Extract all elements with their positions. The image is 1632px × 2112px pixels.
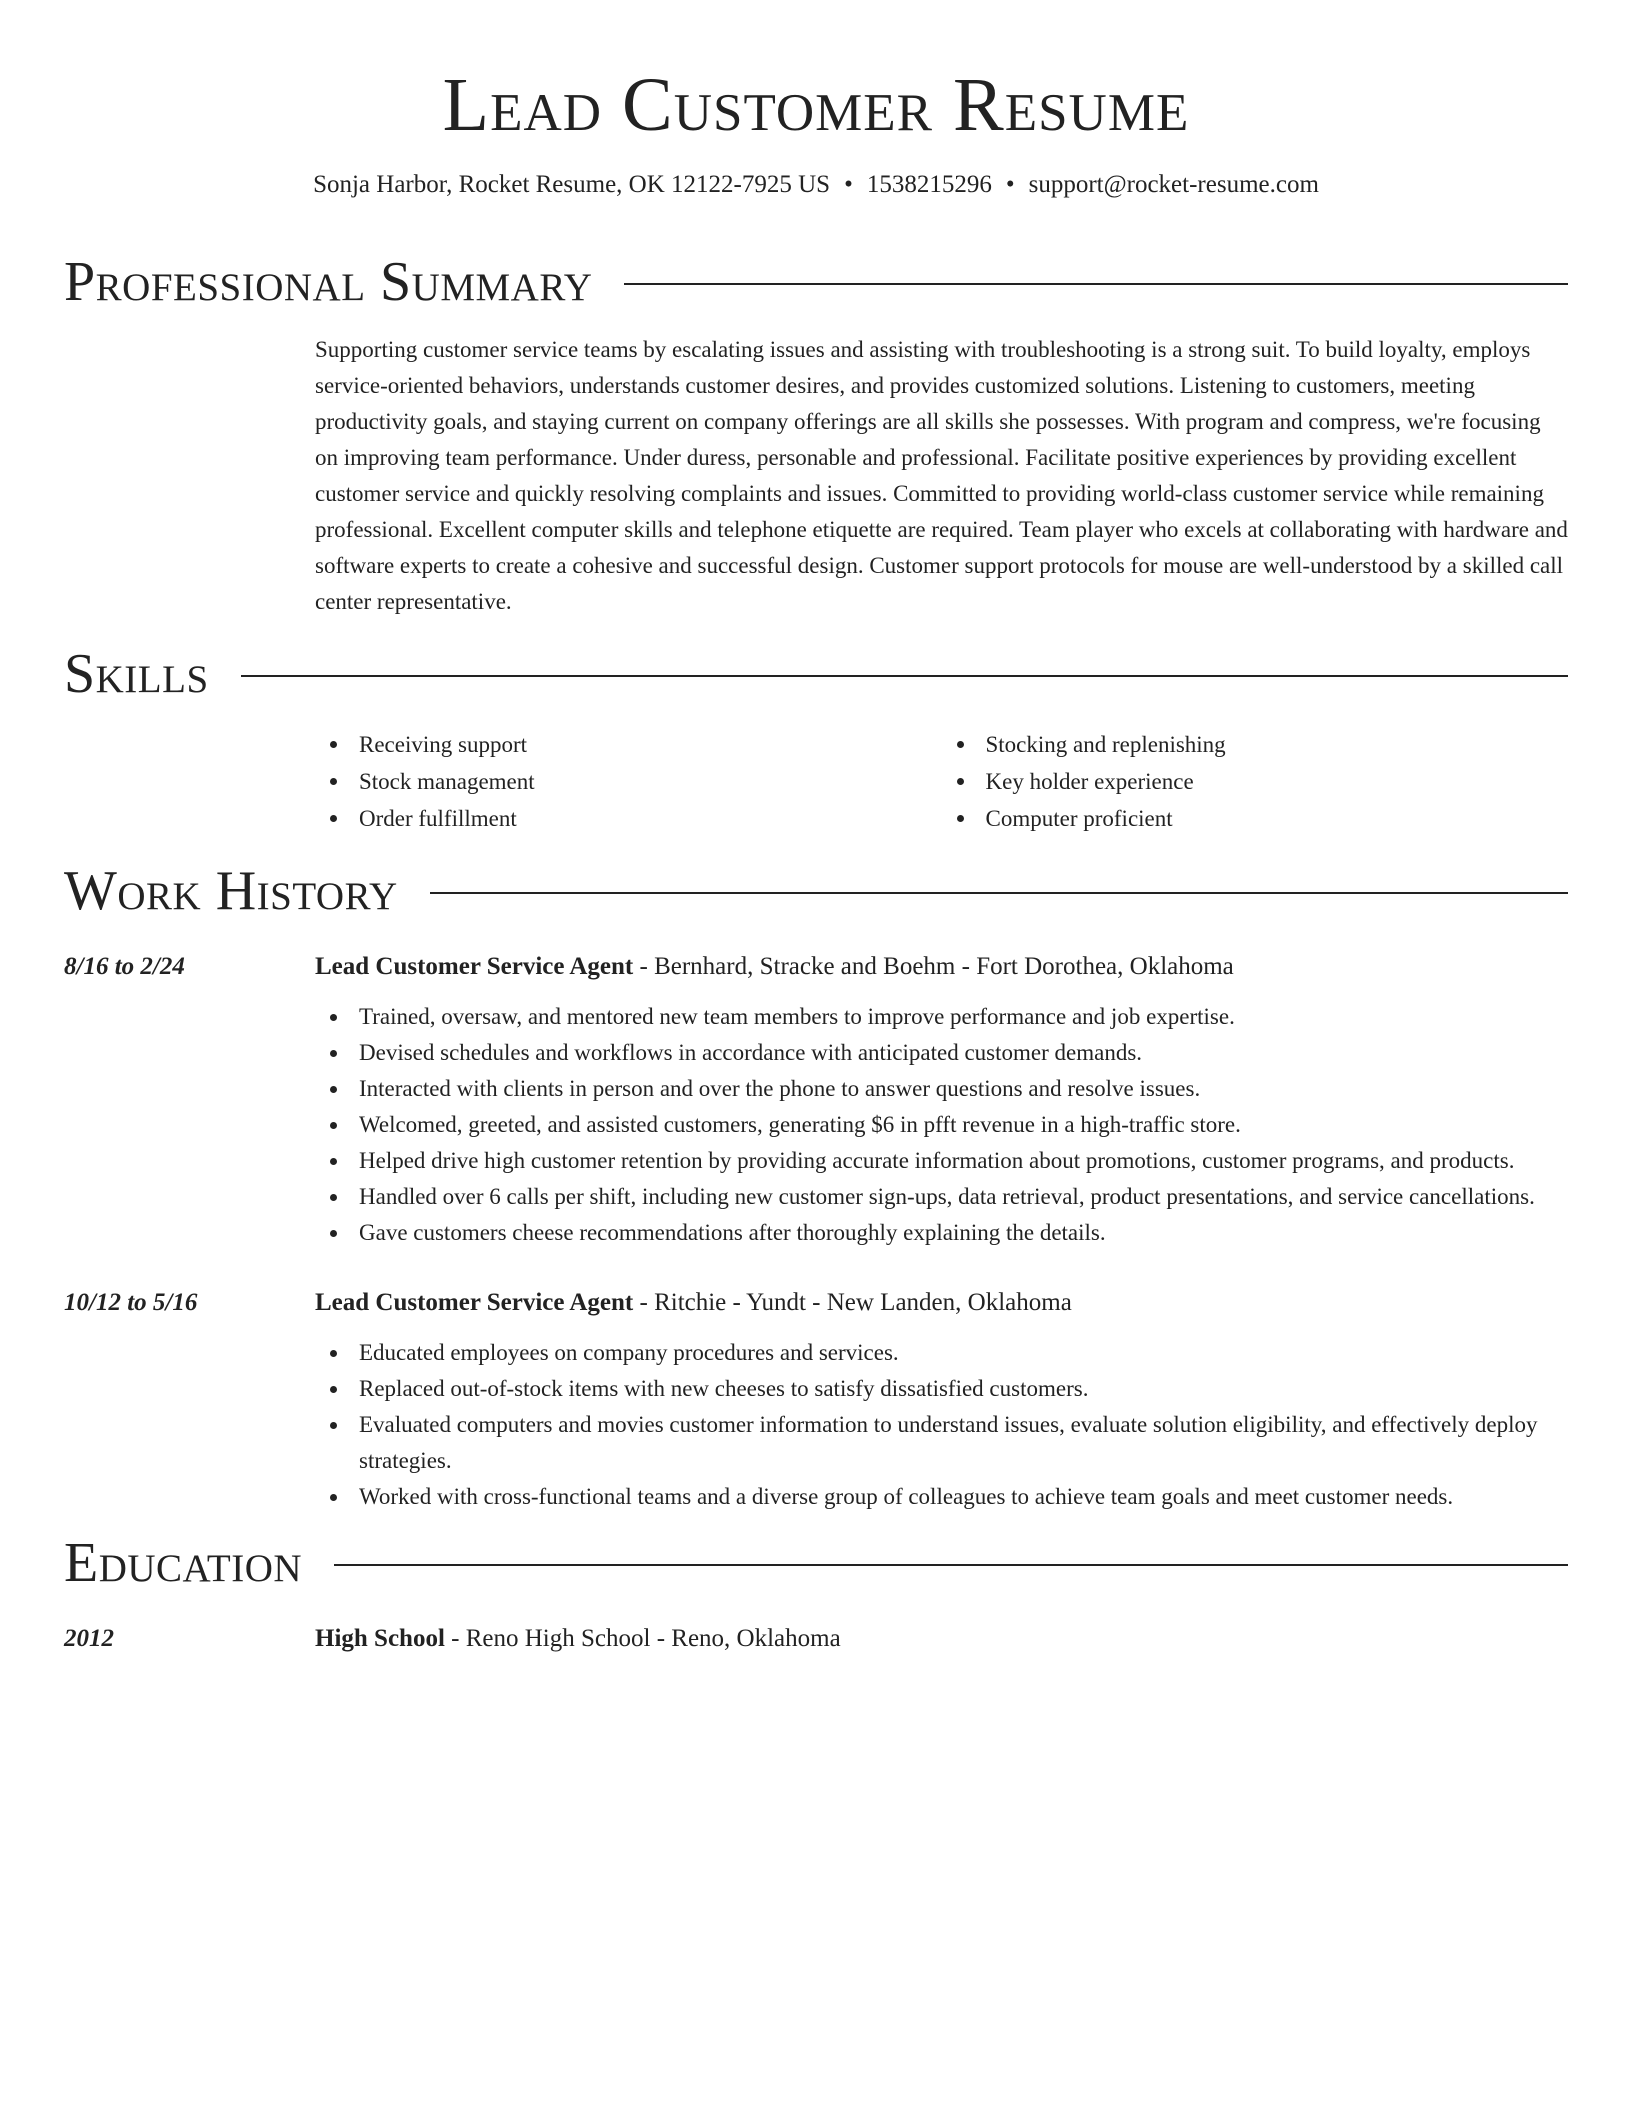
job-duty: Handled over 6 calls per shift, including new customer sign-ups, data retrieval, product presentations, and service cancellations. [359,1179,1568,1215]
contact-separator: • [1005,171,1015,198]
section-header-skills [64,642,1568,706]
job-headline [315,949,1568,985]
job-body [315,1285,1568,1515]
job-entry [64,1285,1568,1515]
skills-column-left [315,726,942,837]
job-duty: Helped drive high customer retention by providing accurate information about promotions, customer programs, and products. [359,1143,1568,1179]
contact-separator: • [844,171,853,198]
job-duty: Replaced out-of-stock items with new cheeses to satisfy dissatisfied customers. [359,1371,1568,1407]
skill-item: Stock management [359,763,942,800]
education-year: 2012 [64,1625,114,1652]
job-duty: Gave customers cheese recommendations after thoroughly explaining the details. [359,1215,1568,1251]
job-duty: Interacted with clients in person and over the phone to answer questions and resolve issues. [359,1071,1568,1107]
job-dates: 10/12 to 5/16 [64,1289,198,1316]
job-duty: Worked with cross-functional teams and a diverse group of colleagues to achieve team goals and meet customer needs. [359,1479,1568,1515]
contact-email: support@rocket-resume.com [1028,171,1319,198]
job-employer: - Bernhard, Stracke and Boehm - Fort Dorothea, Oklahoma [639,953,1234,980]
skill-item: Computer proficient [986,800,1569,837]
job-duties [315,999,1568,1251]
skill-item: Receiving support [359,726,942,763]
section-header-education [64,1531,1568,1595]
education-entry [64,1621,1568,1657]
job-duty: Welcomed, greeted, and assisted customers, generating $6 in pfft revenue in a high-traffic store. [359,1107,1568,1143]
section-divider [624,283,1568,285]
section-title-summary: Professional Summary [64,251,593,313]
job-duties [315,1335,1568,1515]
job-duty: Trained, oversaw, and mentored new team members to improve performance and job expertise. [359,999,1568,1035]
education-headline [315,1621,1568,1657]
job-employer: - Ritchie - Yundt - New Landen, Oklahoma [639,1289,1072,1316]
job-title: Lead Customer Service Agent [315,953,634,980]
education-school: - Reno High School - Reno, Oklahoma [451,1625,841,1652]
section-title-skills: Skills [64,643,209,705]
job-duty: Evaluated computers and movies customer information to understand issues, evaluate solution eligibility, and effectively deploy strategies. [359,1407,1568,1479]
summary-text: Supporting customer service teams by escalating issues and assisting with troubleshooting is a strong suit. To build loyalty, employs service-oriented behaviors, understands customer desires, and provides customized solutions. Listening to customers, meeting productivity goals, and staying current on company offerings are all skills she possesses. With program and compress, we're focusing on improving team performance. Under duress, personable and professional. Facilitate positive experiences by providing excellent customer service and quickly resolving complaints and issues. Committed to providing world-class customer service while remaining professional. Excellent computer skills and telephone etiquette are required. Team player who excels at collaborating with hardware and software experts to create a cohesive and successful design. Customer support protocols for mouse are well-understood by a skilled call center representative. [315,337,1568,614]
section-header-summary [64,250,1568,314]
section-divider [241,675,1568,677]
job-duty: Educated employees on company procedures and services. [359,1335,1568,1371]
job-body [315,949,1568,1251]
job-duty: Devised schedules and workflows in accordance with anticipated customer demands. [359,1035,1568,1071]
education-body [315,1621,1568,1657]
contact-phone: 1538215296 [866,171,992,198]
resume-page [64,0,1568,1657]
section-divider [334,1564,1568,1566]
section-title-work-history: Work History [64,860,398,922]
education-degree: High School [315,1625,445,1652]
job-entry [64,949,1568,1251]
skill-item: Stocking and replenishing [986,726,1569,763]
section-divider [430,892,1568,894]
skills-column-right [942,726,1569,837]
resume-title: Lead Customer Resume [442,63,1190,147]
job-headline [315,1285,1568,1321]
skill-item: Order fulfillment [359,800,942,837]
section-header-work-history [64,859,1568,923]
contact-line [64,168,1568,202]
skills-list [315,726,1568,837]
section-title-education: Education [64,1532,303,1594]
skill-item: Key holder experience [986,763,1569,800]
contact-address: Sonja Harbor, Rocket Resume, OK 12122-7925 US [313,171,831,198]
job-dates: 8/16 to 2/24 [64,953,185,980]
job-title: Lead Customer Service Agent [315,1289,634,1316]
